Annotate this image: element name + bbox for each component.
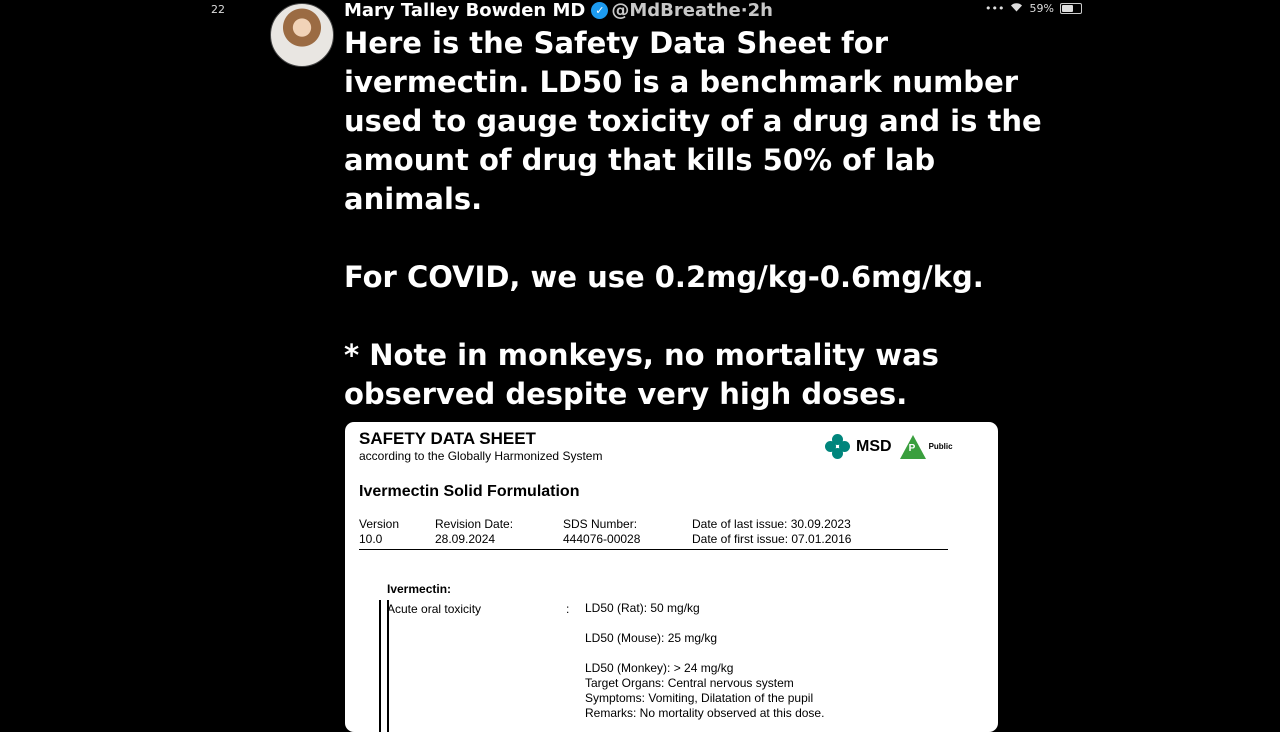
author-name[interactable]: Mary Talley Bowden MD xyxy=(344,0,586,21)
symptoms: Symptoms: Vomiting, Dilatation of the pupil xyxy=(585,691,814,705)
msd-logo-icon xyxy=(825,434,850,459)
target-organs: Target Organs: Central nervous system xyxy=(585,676,794,690)
sds-title: SAFETY DATA SHEET xyxy=(359,429,536,448)
revision-value: 28.09.2024 xyxy=(435,532,496,546)
revision-block xyxy=(435,517,513,547)
tweet-paragraph: For COVID, we use 0.2mg/kg-0.6mg/kg. xyxy=(344,260,984,294)
sds-number-value: 444076-00028 xyxy=(563,532,641,546)
remarks: Remarks: No mortality observed at this dose. xyxy=(585,706,825,720)
public-triangle-icon xyxy=(900,435,926,459)
sds-number-block xyxy=(563,517,640,547)
tweet-image[interactable] xyxy=(345,422,998,732)
verified-badge-icon: ✓ xyxy=(591,2,608,19)
status-time: 22 xyxy=(211,3,225,16)
battery-icon xyxy=(1060,3,1082,14)
author-handle[interactable]: @MdBreathe xyxy=(611,0,741,21)
issue-dates-block xyxy=(692,517,851,547)
separator-dot: · xyxy=(740,0,748,21)
product-name: Ivermectin Solid Formulation xyxy=(359,483,580,500)
tweet-paragraph: Here is the Safety Data Sheet for ivermectin. LD50 is a benchmark number used to gauge toxicity of a drug and is the amount of drug that kills 50% of lab animals. xyxy=(344,26,1042,216)
more-dots-icon: ••• xyxy=(985,2,1005,15)
header-divider xyxy=(359,549,948,550)
tweet-text xyxy=(344,24,1044,414)
tweet-header xyxy=(344,0,773,21)
version-label: Version xyxy=(359,517,400,531)
revision-label: Revision Date: xyxy=(435,517,514,531)
ld50-monkey: LD50 (Monkey): > 24 mg/kg xyxy=(585,661,734,675)
toxicity-label: Acute oral toxicity xyxy=(387,602,482,616)
revision-bar xyxy=(387,600,388,732)
first-issue-date: Date of first issue: 07.01.2016 xyxy=(692,532,852,546)
author-avatar[interactable] xyxy=(270,3,334,67)
section-heading: Ivermectin: xyxy=(387,582,452,596)
tweet-paragraph: * Note in monkeys, no mortality was observed despite very high doses. xyxy=(344,338,939,411)
version-value: 10.0 xyxy=(359,532,383,546)
last-issue-date: Date of last issue: 30.09.2023 xyxy=(692,517,851,531)
public-letter: P xyxy=(908,442,916,454)
msd-logo-text: MSD xyxy=(856,437,892,455)
public-label: Public xyxy=(928,442,953,451)
ld50-rat: LD50 (Rat): 50 mg/kg xyxy=(585,601,700,615)
wifi-icon xyxy=(1010,2,1023,15)
status-indicators xyxy=(985,2,1082,15)
sds-subtitle: according to the Globally Harmonized System xyxy=(359,449,603,463)
sds-number-label: SDS Number: xyxy=(563,517,638,531)
version-block xyxy=(359,517,399,547)
tweet-time[interactable]: 2h xyxy=(747,0,773,21)
battery-percent: 59% xyxy=(1029,2,1054,15)
toxicity-colon: : xyxy=(566,602,570,616)
msd-logo xyxy=(825,434,953,459)
ld50-mouse: LD50 (Mouse): 25 mg/kg xyxy=(585,631,718,645)
